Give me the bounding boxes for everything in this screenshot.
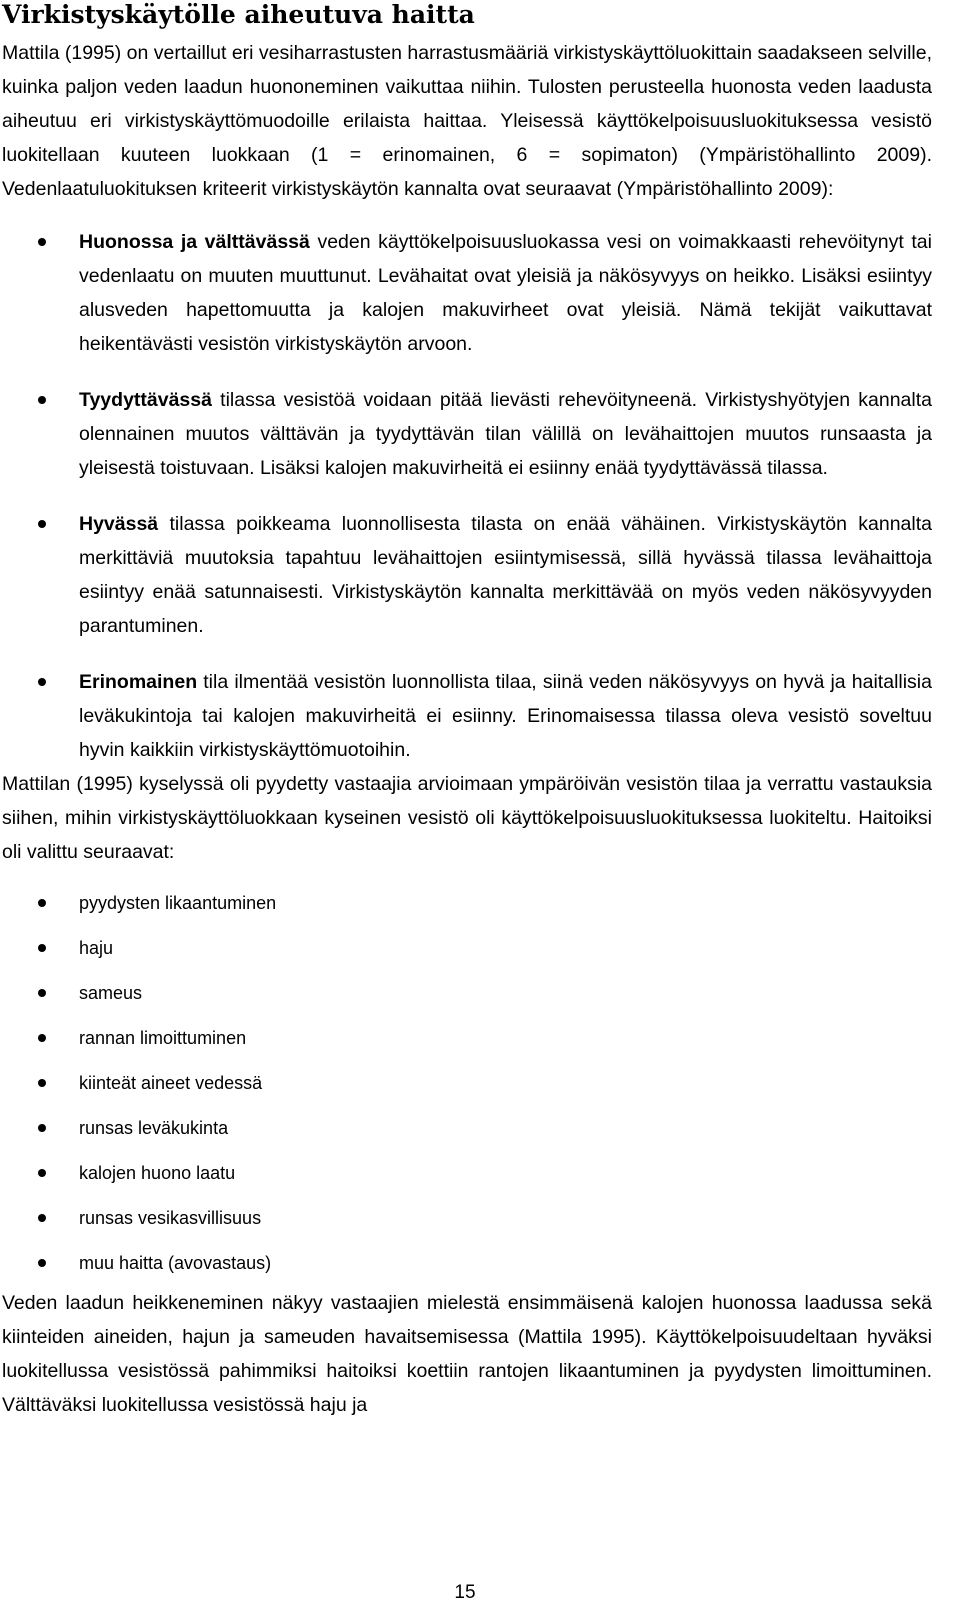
bullet-icon <box>38 1079 46 1087</box>
harm-label: runsas vesikasvillisuus <box>79 1208 262 1228</box>
survey-paragraph: Mattilan (1995) kyselyssä oli pyydetty vastaajia arvioimaan ympäröivän vesistön tilaa ja verrattu vastauksia siihen, mihin virkistyskäyttöluokkaan kyseinen vesistö oli käyttökelpoisuusluokituksessa luokiteltu. Haitoiksi oli valittu seuraavat: <box>2 773 932 863</box>
level-name: Hyvässä <box>79 513 159 535</box>
level-description: veden käyttökelpoisuusluokassa vesi on voimakkaasti rehevöitynyt tai vedenlaatu on muuten muuttunut. Levähaitat ovat yleisiä ja näkösyvyys on heikko. Lisäksi esiintyy alusveden hapettomuutta ja kalojen makuvirheet ovat yleisiä. Nämä tekijät vaikuttavat heikentävästi vesistön virkistyskäytön arvoon. <box>79 231 932 355</box>
level-description: tilassa vesistöä voidaan pitää lievästi rehevöityneenä. Virkistyshyötyjen kannalta olennainen muutos välttävän ja tyydyttävän tilan välillä on levähaittojen muutos runsaasta ja yleisestä toistuvaan. Lisäksi kalojen makuvirheitä ei esiinny enää tyydyttävässä tilassa. <box>79 389 932 479</box>
level-description: tila ilmentää vesistön luonnollista tilaa, siinä veden näkösyvyys on hyvä ja haitallisia leväkukintoja tai kalojen makuvirheitä ei esiinny. Erinomaisessa tilassa oleva vesistö soveltuu hyvin kaikkiin virkistyskäyttömuotoihin. <box>79 671 932 761</box>
list-item <box>2 1061 932 1106</box>
list-item <box>2 383 932 485</box>
bullet-icon <box>38 396 46 404</box>
level-name: Tyydyttävässä <box>79 389 212 411</box>
bullet-icon <box>38 1169 46 1177</box>
page-number: 15 <box>454 1582 476 1603</box>
harm-label: sameus <box>79 983 143 1003</box>
classification-criteria-list <box>2 225 932 767</box>
harm-label: muu haitta (avovastaus) <box>79 1253 272 1273</box>
list-item <box>2 665 932 767</box>
list-item <box>2 1241 932 1286</box>
harm-label: rannan limoittuminen <box>79 1028 247 1048</box>
bullet-icon <box>38 944 46 952</box>
list-item <box>2 225 932 361</box>
bullet-icon <box>38 678 46 686</box>
bullet-icon <box>38 1124 46 1132</box>
bullet-icon <box>38 238 46 246</box>
list-item <box>2 971 932 1016</box>
list-item <box>2 881 932 926</box>
harm-label: pyydysten likaantuminen <box>79 893 277 913</box>
harm-label: runsas leväkukinta <box>79 1118 229 1138</box>
bullet-icon <box>38 520 46 528</box>
bullet-icon <box>38 1034 46 1042</box>
bullet-icon <box>38 899 46 907</box>
harms-list <box>2 881 932 1286</box>
list-item <box>2 926 932 971</box>
bullet-icon <box>38 1259 46 1267</box>
level-name: Erinomainen <box>79 671 198 693</box>
list-item <box>2 1016 932 1061</box>
level-name: Huonossa ja välttävässä <box>79 231 310 253</box>
list-item <box>2 1106 932 1151</box>
harm-label: haju <box>79 938 114 958</box>
intro-paragraph: Mattila (1995) on vertaillut eri vesiharrastusten harrastusmääriä virkistyskäyttöluokittain saadakseen selville, kuinka paljon veden laadun huononeminen vaikuttaa niihin. Tulosten perusteella huonosta veden laadusta aiheutuu eri virkistyskäyttömuodoille erilaista haittaa. Yleisessä käyttökelpoisuusluokituksessa vesistö luokitellaan kuuteen luokkaan (1 = erinomainen, 6 = sopimaton) (Ympäristöhallinto 2009). Vedenlaatuluokituksen kriteerit virkistyskäytön kannalta ovat seuraavat (Ympäristöhallinto 2009): <box>2 42 932 200</box>
list-item <box>2 1151 932 1196</box>
level-description: tilassa poikkeama luonnollisesta tilasta on enää vähäinen. Virkistyskäytön kannalta merkittäviä muutoksia tapahtuu levähaittojen esiintymisessä, sillä hyvässä tilassa levähaittoja esiintyy enää satunnaisesti. Virkistyskäytön kannalta merkittävää on myös veden näkösyvyyden parantuminen. <box>79 513 932 637</box>
bullet-icon <box>38 989 46 997</box>
list-item <box>2 1196 932 1241</box>
bullet-icon <box>38 1214 46 1222</box>
section-heading: Virkistyskäytölle aiheutuva haitta <box>2 0 475 29</box>
list-item <box>2 507 932 643</box>
harm-label: kalojen huono laatu <box>79 1163 236 1183</box>
harm-label: kiinteät aineet vedessä <box>79 1073 263 1093</box>
results-paragraph: Veden laadun heikkeneminen näkyy vastaajien mielestä ensimmäisenä kalojen huonossa laadussa sekä kiinteiden aineiden, hajun ja sameuden havaitsemisessa (Mattila 1995). Käyttökelpoisuudeltaan hyväksi luokitellussa vesistössä pahimmiksi haitoiksi koettiin rantojen likaantuminen ja pyydysten limoittuminen. Välttäväksi luokitellussa vesistössä haju ja <box>2 1292 932 1416</box>
